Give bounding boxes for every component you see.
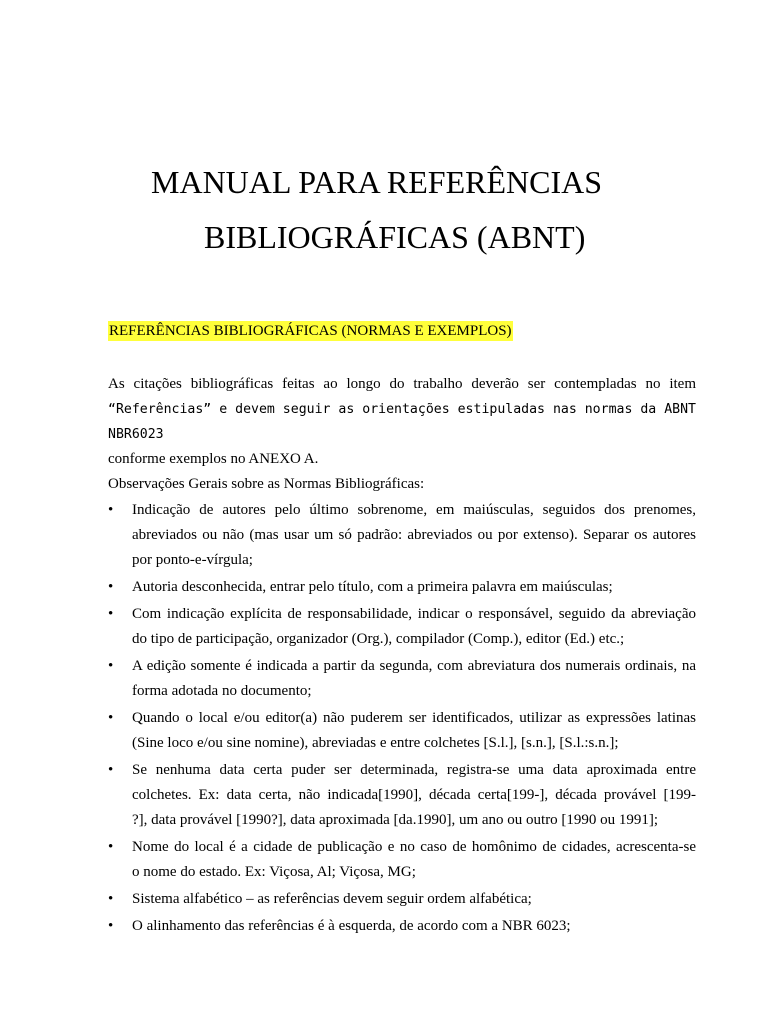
list-item — [108, 758, 696, 833]
list-item-line: Nome do local é a cidade de publicação e no caso de homônimo de cidades, acrescenta-se — [132, 839, 696, 855]
list-item-line: Autoria desconhecida, entrar pelo título, com a primeira palavra em maiúsculas; — [132, 579, 613, 595]
bullet-icon: • — [108, 658, 114, 674]
list-item-text — [132, 575, 696, 600]
list-item-line: ?], data provável [1990?], data aproximada [da.1990], um ano ou outro [1990 ou 1991]; — [132, 812, 659, 828]
list-item-text — [132, 498, 696, 573]
bullet-icon: • — [108, 918, 114, 934]
list-item-line: A edição somente é indicada a partir da segunda, com abreviatura dos numerais ordinais, na — [132, 658, 696, 674]
list-item-line: Indicação de autores pelo último sobrenome, em maiúsculas, seguidos dos prenomes, — [132, 502, 696, 518]
list-item-line: colchetes. Ex: data certa, não indicada[1990], década certa[199-], década provável [199- — [132, 787, 696, 803]
list-item — [108, 654, 696, 704]
intro-line-1: As citações bibliográficas feitas ao longo do trabalho deverão ser contempladas no item — [108, 376, 696, 392]
list-item — [108, 498, 696, 573]
list-item-text — [132, 706, 696, 756]
list-item-text — [132, 914, 696, 939]
list-item-line: Se nenhuma data certa puder ser determinada, registra-se uma data aproximada entre — [132, 762, 696, 778]
section-heading-highlighted: REFERÊNCIAS BIBLIOGRÁFICAS (NORMAS E EXEMPLOS) — [109, 323, 512, 339]
bullet-icon: • — [108, 579, 114, 595]
intro-paragraph — [108, 372, 696, 472]
list-item — [108, 835, 696, 885]
list-item-line: o nome do estado. Ex: Viçosa, Al; Viçosa, MG; — [132, 864, 416, 880]
observations-list — [108, 498, 696, 941]
list-item-line: Sistema alfabético – as referências devem seguir ordem alfabética; — [132, 891, 532, 907]
list-item-line: Quando o local e/ou editor(a) não puderem ser identificados, utilizar as expressões latinas — [132, 710, 696, 726]
list-item — [108, 602, 696, 652]
bullet-icon: • — [108, 762, 114, 778]
list-item-line: (Sine loco e/ou sine nomine), abreviadas e entre colchetes [S.l.], [s.n.], [S.l.:s.n.]; — [132, 735, 619, 751]
bullet-icon: • — [108, 839, 114, 855]
list-item — [108, 887, 696, 912]
list-item-line: por ponto-e-vírgula; — [132, 552, 253, 568]
list-item-text — [132, 887, 696, 912]
list-item — [108, 575, 696, 600]
list-item-line: forma adotada no documento; — [132, 683, 312, 699]
observations-heading: Observações Gerais sobre as Normas Bibliográficas: — [108, 476, 425, 492]
list-item-text — [132, 602, 696, 652]
list-item — [108, 914, 696, 939]
list-item-line: O alinhamento das referências é à esquerda, de acordo com a NBR 6023; — [132, 918, 571, 934]
bullet-icon: • — [108, 710, 114, 726]
intro-line-3: conforme exemplos no ANEXO A. — [108, 451, 319, 467]
list-item-text — [132, 835, 696, 885]
intro-line-2: “Referências” e devem seguir as orientações estipuladas nas normas da ABNT NBR6023 — [108, 402, 696, 442]
list-item-line: abreviados ou não (mas usar um só padrão: abreviados ou por extenso). Separar os autores — [132, 527, 696, 543]
list-item-line: Com indicação explícita de responsabilidade, indicar o responsável, seguido da abreviação — [132, 606, 696, 622]
bullet-icon: • — [108, 606, 114, 622]
list-item-text — [132, 654, 696, 704]
list-item — [108, 706, 696, 756]
document-title-line-1: MANUAL PARA REFERÊNCIAS — [151, 164, 603, 200]
list-item-text — [132, 758, 696, 833]
document-title-line-2: BIBLIOGRÁFICAS (ABNT) — [204, 219, 586, 255]
bullet-icon: • — [108, 502, 114, 518]
list-item-line: do tipo de participação, organizador (Org.), compilador (Comp.), editor (Ed.) etc.; — [132, 631, 625, 647]
bullet-icon: • — [108, 891, 114, 907]
